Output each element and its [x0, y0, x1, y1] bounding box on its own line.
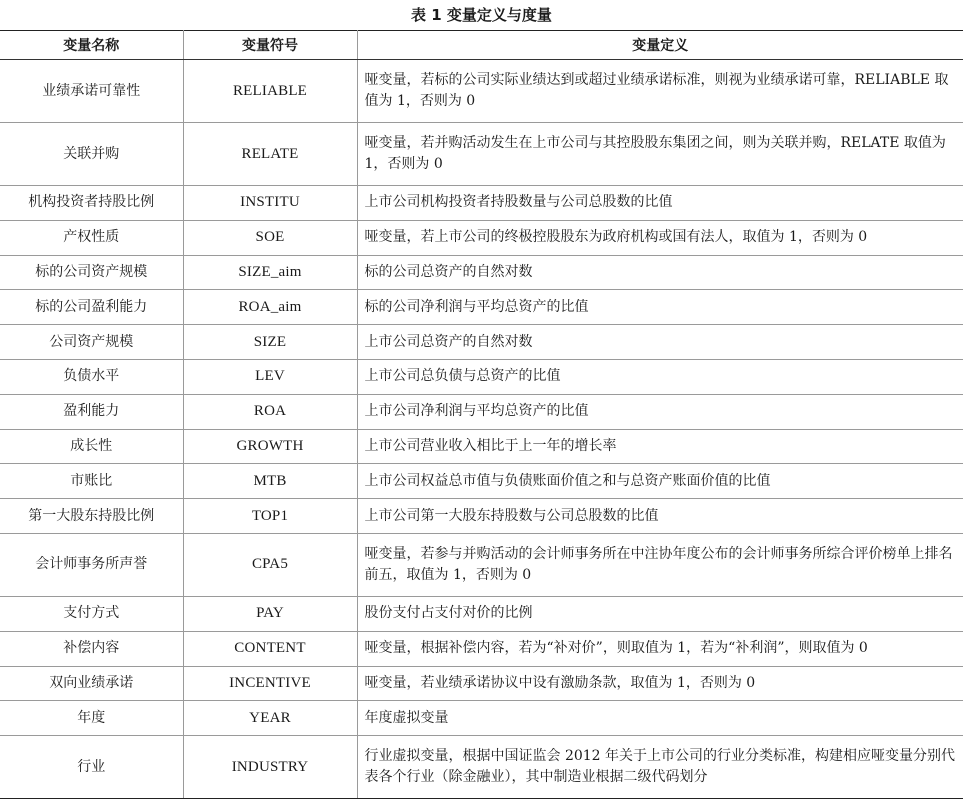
header-variable-definition: 变量定义: [357, 31, 963, 60]
table-row: [0, 220, 963, 255]
variable-name: 关联并购: [0, 123, 183, 186]
variable-name: 年度: [0, 701, 183, 736]
variable-symbol: MTB: [183, 464, 357, 499]
variable-definition: 哑变量，根据补偿内容，若为“补对价”，则取值为 1，若为“补利润”，则取值为 0: [357, 631, 963, 666]
variable-name: 标的公司资产规模: [0, 255, 183, 290]
table-row: [0, 701, 963, 736]
variable-name: 市账比: [0, 464, 183, 499]
variable-symbol: SIZE: [183, 325, 357, 360]
table-row: [0, 464, 963, 499]
variable-name: 行业: [0, 736, 183, 799]
variable-definition: 股份支付占支付对价的比例: [357, 596, 963, 631]
variable-name: 盈利能力: [0, 394, 183, 429]
variable-definition: 哑变量，若业绩承诺协议中设有激励条款，取值为 1，否则为 0: [357, 666, 963, 701]
variable-name: 成长性: [0, 429, 183, 464]
variable-definition: 上市公司权益总市值与负债账面价值之和与总资产账面价值的比值: [357, 464, 963, 499]
variable-name: 第一大股东持股比例: [0, 499, 183, 534]
variable-symbol: CONTENT: [183, 631, 357, 666]
table-row: [0, 325, 963, 360]
variable-name: 支付方式: [0, 596, 183, 631]
table-row: [0, 429, 963, 464]
variable-definition-table: [0, 30, 963, 799]
variable-name: 业绩承诺可靠性: [0, 60, 183, 123]
header-variable-name: 变量名称: [0, 31, 183, 60]
variable-name: 公司资产规模: [0, 325, 183, 360]
variable-definition: 哑变量，若参与并购活动的会计师事务所在中注协年度公布的会计师事务所综合评价榜单上排名前五，取值为 1，否则为 0: [357, 533, 963, 596]
variable-symbol: LEV: [183, 359, 357, 394]
variable-name: 负债水平: [0, 359, 183, 394]
table-header-row: [0, 31, 963, 60]
variable-name: 补偿内容: [0, 631, 183, 666]
variable-definition: 标的公司总资产的自然对数: [357, 255, 963, 290]
table-row: [0, 533, 963, 596]
variable-symbol: CPA5: [183, 533, 357, 596]
table-row: [0, 186, 963, 221]
table-row: [0, 123, 963, 186]
variable-symbol: PAY: [183, 596, 357, 631]
variable-symbol: INSTITU: [183, 186, 357, 221]
variable-definition: 哑变量，若标的公司实际业绩达到或超过业绩承诺标准，则视为业绩承诺可靠，RELIABLE 取值为 1，否则为 0: [357, 60, 963, 123]
table-row: [0, 499, 963, 534]
table-row: [0, 736, 963, 799]
variable-symbol: RELATE: [183, 123, 357, 186]
variable-symbol: ROA: [183, 394, 357, 429]
variable-symbol: ROA_aim: [183, 290, 357, 325]
variable-symbol: RELIABLE: [183, 60, 357, 123]
variable-definition: 上市公司总负债与总资产的比值: [357, 359, 963, 394]
variable-definition: 上市公司机构投资者持股数量与公司总股数的比值: [357, 186, 963, 221]
table-row: [0, 255, 963, 290]
variable-definition: 年度虚拟变量: [357, 701, 963, 736]
variable-definition: 上市公司第一大股东持股数与公司总股数的比值: [357, 499, 963, 534]
variable-name: 产权性质: [0, 220, 183, 255]
variable-definition: 上市公司总资产的自然对数: [357, 325, 963, 360]
variable-definition: 哑变量，若上市公司的终极控股股东为政府机构或国有法人，取值为 1，否则为 0: [357, 220, 963, 255]
table-row: [0, 631, 963, 666]
variable-name: 双向业绩承诺: [0, 666, 183, 701]
variable-definition: 行业虚拟变量，根据中国证监会 2012 年关于上市公司的行业分类标准，构建相应哑变量分别代表各个行业（除金融业），其中制造业根据二级代码划分: [357, 736, 963, 799]
variable-name: 机构投资者持股比例: [0, 186, 183, 221]
table-row: [0, 60, 963, 123]
variable-definition: 上市公司净利润与平均总资产的比值: [357, 394, 963, 429]
table-row: [0, 290, 963, 325]
variable-symbol: INDUSTRY: [183, 736, 357, 799]
variable-symbol: SIZE_aim: [183, 255, 357, 290]
table-row: [0, 596, 963, 631]
variable-definition: 标的公司净利润与平均总资产的比值: [357, 290, 963, 325]
header-variable-symbol: 变量符号: [183, 31, 357, 60]
variable-symbol: TOP1: [183, 499, 357, 534]
variable-symbol: SOE: [183, 220, 357, 255]
variable-symbol: INCENTIVE: [183, 666, 357, 701]
table-row: [0, 359, 963, 394]
variable-name: 标的公司盈利能力: [0, 290, 183, 325]
table-row: [0, 394, 963, 429]
variable-symbol: GROWTH: [183, 429, 357, 464]
table-row: [0, 666, 963, 701]
table-caption: 表 1 变量定义与度量: [411, 6, 552, 24]
variable-symbol: YEAR: [183, 701, 357, 736]
variable-definition: 上市公司营业收入相比于上一年的增长率: [357, 429, 963, 464]
variable-name: 会计师事务所声誉: [0, 533, 183, 596]
variable-definition: 哑变量，若并购活动发生在上市公司与其控股股东集团之间，则为关联并购，RELATE 取值为 1，否则为 0: [357, 123, 963, 186]
